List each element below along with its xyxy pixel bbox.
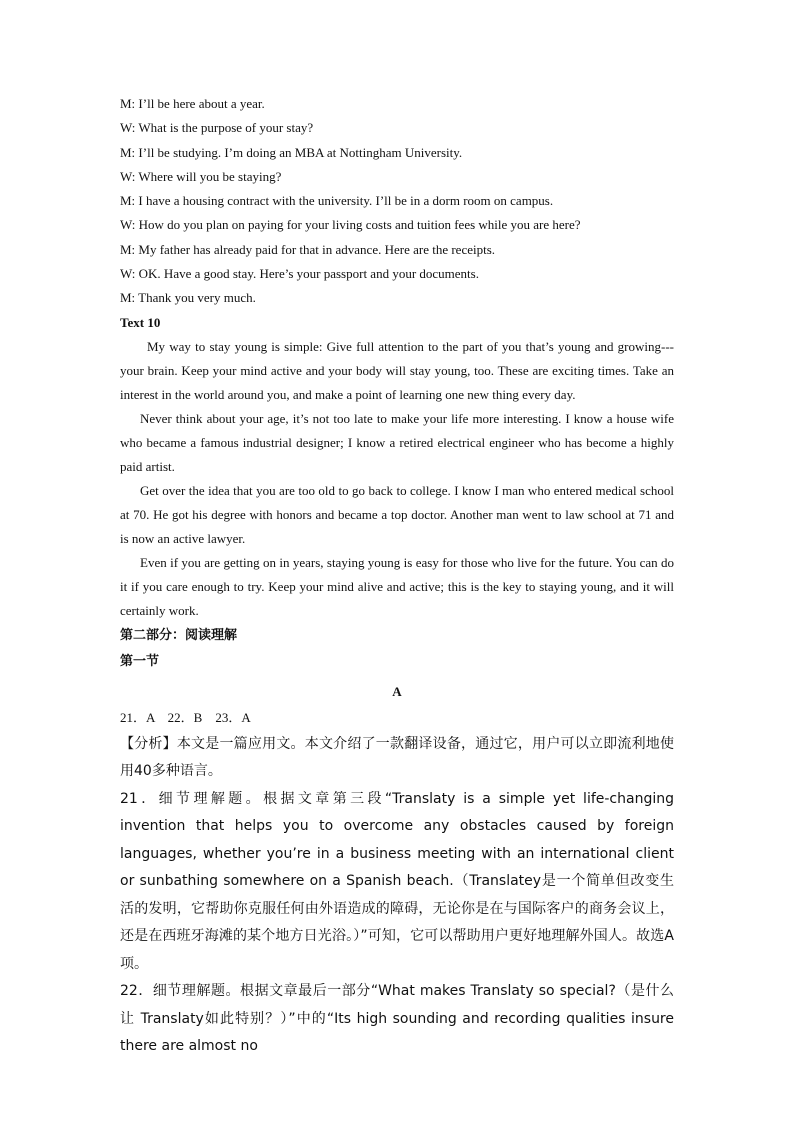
dialogue-block (120, 92, 674, 311)
question-21-explanation: 21．细节理解题。根据文章第三段“Translaty is a simple yet life-changing invention that helps you to overcome any obstacles caused by foreign languages, whether you’re in a business meeting with an international client or sunbathing somewhere on a Spanish beach.（Translatey是一个简单但改变生活的发明，它帮助你克服任何由外语造成的障碍，无论你是在与国际客户的商务会议上，还是在西班牙海滩的某个地方日光浴。）”可知，它可以帮助用户更好地理解外国人。故选A项。 (120, 790, 674, 972)
question-22-explanation: 22．细节理解题。根据文章最后一部分“What makes Translaty so special?（是什么让 Translaty如此特别？）”中的“Its high sounding and recording qualities insure there are almost no (120, 983, 674, 1055)
text10-paragraph: Never think about your age, it’s not too late to make your life more interesting. I know a house wife who became a famous industrial designer; I know a retired electrical engineer who has become a highly paid artist. (120, 410, 674, 474)
dialogue-line: M: I’ll be here about a year. (120, 96, 265, 111)
dialogue-line: M: My father has already paid for that in advance. Here are the receipts. (120, 241, 496, 257)
dialogue-line: W: What is the purpose of your stay? (120, 120, 314, 136)
answer-key: 21．A 22．B 23．A (120, 709, 251, 725)
dialogue-line: M: I’ll be studying. I’m doing an MBA at Nottingham University. (120, 144, 463, 160)
dialogue-line: W: How do you plan on paying for your living costs and tuition fees while you are here? (120, 217, 581, 233)
dialogue-line: M: Thank you very much. (120, 290, 256, 306)
section-heading: 第一节 (120, 653, 160, 669)
document-page (120, 92, 674, 1061)
text10-paragraph: Even if you are getting on in years, staying young is easy for those who live for the future. You can do it if you care enough to try. Keep your mind alive and active; this is the key to staying young, and it will certainly work. (120, 554, 674, 618)
dialogue-line: W: Where will you be staying? (120, 168, 282, 184)
text10-title: Text 10 (120, 314, 161, 330)
part2-heading: 第二部分：阅读理解 (120, 627, 238, 643)
dialogue-line: W: OK. Have a good stay. Here’s your passport and your documents. (120, 266, 479, 282)
text10-body (120, 335, 674, 623)
analysis-paragraph: 【分析】本文是一篇应用文。本文介绍了一款翻译设备，通过它，用户可以立即流利地使用40多种语言。 (120, 735, 674, 780)
passage-label: A (392, 683, 402, 699)
text10-paragraph: Get over the idea that you are too old to go back to college. I know I man who entered medical school at 70. He got his degree with honors and became a top doctor. Another man went to law school at 71 and is now an active lawyer. (120, 482, 674, 546)
dialogue-line: M: I have a housing contract with the university. I’ll be in a dorm room on campus. (120, 193, 554, 209)
text10-paragraph: My way to stay young is simple: Give full attention to the part of you that’s young and growing---your brain. Keep your mind active and your body will stay young, too. These are exciting times. Take an interest in the world around you, and make a point of learning one new thing every day. (120, 338, 674, 402)
